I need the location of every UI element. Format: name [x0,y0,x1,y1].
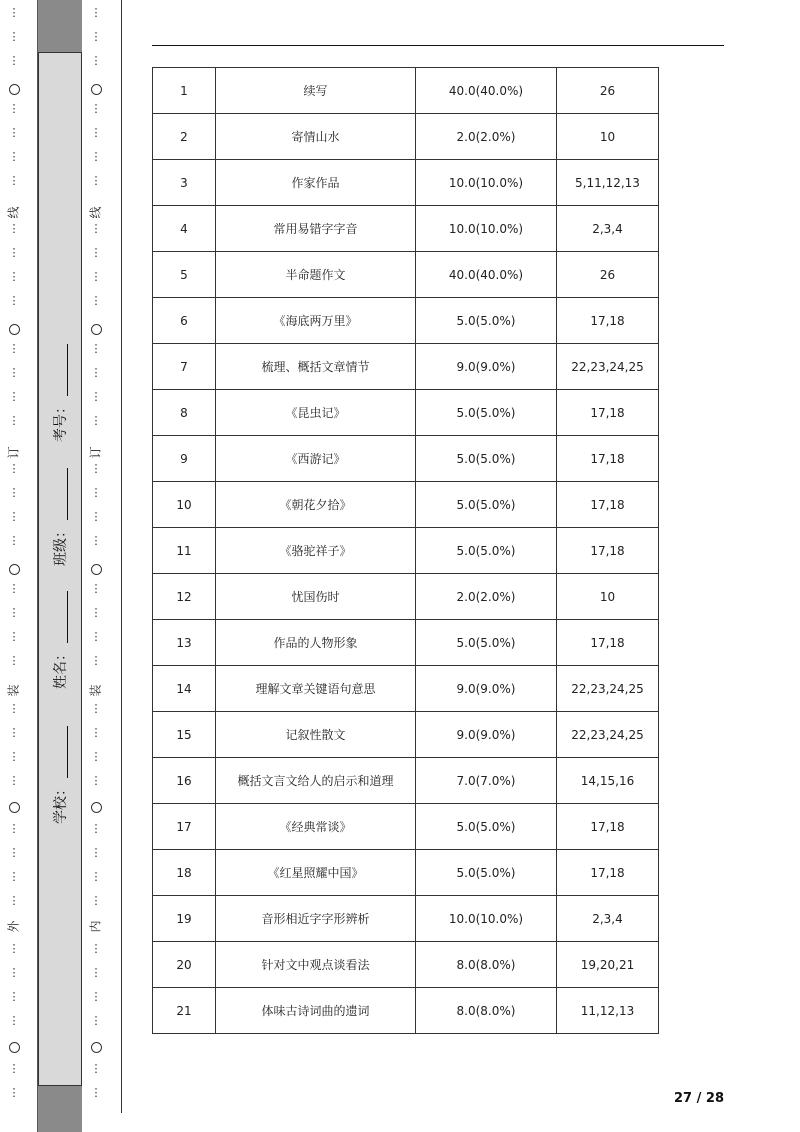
item-numbers-cell: 17,18 [557,436,659,482]
item-numbers-cell: 17,18 [557,850,659,896]
binding-dots: ⋮ [8,750,20,763]
binding-dots: ⋮ [8,702,20,715]
binding-hole-icon [91,1042,102,1053]
binding-dots: ⋮ [8,414,20,427]
row-number-cell: 3 [153,160,216,206]
knowledge-point-cell: 《骆驼祥子》 [216,528,416,574]
binding-dots: ⋮ [8,222,20,235]
item-numbers-cell: 22,23,24,25 [557,344,659,390]
knowledge-point-cell: 理解文章关键语句意思 [216,666,416,712]
binding-dots: ⋮ [8,30,20,43]
item-numbers-cell: 17,18 [557,390,659,436]
row-number-cell: 17 [153,804,216,850]
row-number-cell: 19 [153,896,216,942]
binding-dots: ⋮ [90,774,102,787]
binding-dots: ⋮ [8,246,20,259]
item-numbers-cell: 17,18 [557,298,659,344]
exam-number-label: 考号： [53,400,69,442]
item-numbers-cell: 17,18 [557,528,659,574]
binding-dots: ⋮ [8,1014,20,1027]
binding-dots: ⋮ [90,1014,102,1027]
binding-dots: ⋮ [8,990,20,1003]
table-row [153,298,659,344]
table-row [153,942,659,988]
rail-side-label: 外 [6,920,21,933]
table-row [153,436,659,482]
row-number-cell: 12 [153,574,216,620]
binding-dots: ⋮ [90,342,102,355]
binding-dots: ⋮ [90,894,102,907]
item-numbers-cell: 22,23,24,25 [557,712,659,758]
item-numbers-cell: 17,18 [557,482,659,528]
score-share-cell: 5.0(5.0%) [416,298,557,344]
binding-dots: ⋮ [8,54,20,67]
binding-dots: ⋮ [90,510,102,523]
binding-dots: ⋮ [90,1062,102,1075]
binding-dots: ⋮ [90,870,102,883]
score-share-cell: 40.0(40.0%) [416,252,557,298]
score-share-cell: 2.0(2.0%) [416,114,557,160]
score-share-cell: 9.0(9.0%) [416,666,557,712]
binding-dots: ⋮ [90,702,102,715]
knowledge-point-cell: 《海底两万里》 [216,298,416,344]
binding-dots: ⋮ [90,606,102,619]
binding-hole-icon [9,84,20,95]
table-row [153,206,659,252]
binding-dots: ⋮ [8,510,20,523]
knowledge-point-cell: 寄情山水 [216,114,416,160]
binding-dots: ⋮ [8,606,20,619]
binding-dots: ⋮ [8,654,20,667]
header-rule [152,45,724,46]
binding-dots: ⋮ [8,726,20,739]
item-numbers-cell: 26 [557,68,659,114]
score-share-cell: 7.0(7.0%) [416,758,557,804]
binding-dots: ⋮ [8,966,20,979]
binding-dots: ⋮ [90,990,102,1003]
knowledge-point-cell: 半命题作文 [216,252,416,298]
knowledge-point-cell: 《昆虫记》 [216,390,416,436]
table-row [153,390,659,436]
row-number-cell: 13 [153,620,216,666]
item-numbers-cell: 10 [557,114,659,160]
binding-dots: ⋮ [8,582,20,595]
row-number-cell: 20 [153,942,216,988]
outer-binding-rail [2,0,26,1132]
binding-dots: ⋮ [90,726,102,739]
binding-dots: ⋮ [90,390,102,403]
knowledge-point-cell: 体味古诗词曲的遗词 [216,988,416,1034]
binding-mark: 线 [6,206,21,219]
row-number-cell: 10 [153,482,216,528]
binding-dots: ⋮ [90,6,102,19]
knowledge-point-cell: 《经典常谈》 [216,804,416,850]
binding-dots: ⋮ [90,246,102,259]
table-row [153,482,659,528]
score-share-cell: 8.0(8.0%) [416,988,557,1034]
table-row [153,896,659,942]
table-row [153,68,659,114]
row-number-cell: 1 [153,68,216,114]
binding-dots: ⋮ [8,534,20,547]
binding-mark: 订 [88,446,103,459]
item-numbers-cell: 2,3,4 [557,896,659,942]
binding-mark: 订 [6,446,21,459]
name-field[interactable] [38,585,82,695]
binding-dots: ⋮ [8,150,20,163]
margin-top-block [38,0,82,52]
knowledge-point-cell: 概括文言文给人的启示和道理 [216,758,416,804]
item-numbers-cell: 19,20,21 [557,942,659,988]
class-underline [55,468,68,520]
item-numbers-cell: 17,18 [557,804,659,850]
score-share-cell: 40.0(40.0%) [416,68,557,114]
row-number-cell: 16 [153,758,216,804]
score-share-cell: 8.0(8.0%) [416,942,557,988]
knowledge-point-cell: 《朝花夕拾》 [216,482,416,528]
table-row [153,712,659,758]
score-share-cell: 9.0(9.0%) [416,712,557,758]
row-number-cell: 9 [153,436,216,482]
row-number-cell: 8 [153,390,216,436]
binding-dots: ⋮ [8,1062,20,1075]
table-row [153,252,659,298]
binding-dots: ⋮ [90,534,102,547]
binding-mark: 装 [88,684,103,697]
binding-dots: ⋮ [90,222,102,235]
knowledge-point-table [152,67,659,1034]
score-share-cell: 5.0(5.0%) [416,804,557,850]
margin-bottom-block [38,1086,82,1132]
binding-dots: ⋮ [8,294,20,307]
item-numbers-cell: 5,11,12,13 [557,160,659,206]
table-row [153,988,659,1034]
binding-hole-icon [91,802,102,813]
binding-dots: ⋮ [8,102,20,115]
row-number-cell: 14 [153,666,216,712]
item-numbers-cell: 14,15,16 [557,758,659,804]
binding-hole-icon [9,564,20,575]
knowledge-point-cell: 音形相近字字形辨析 [216,896,416,942]
binding-dots: ⋮ [90,174,102,187]
name-underline [55,591,68,643]
score-share-cell: 5.0(5.0%) [416,850,557,896]
knowledge-point-cell: 《红星照耀中国》 [216,850,416,896]
binding-hole-icon [91,324,102,335]
table-row [153,850,659,896]
binding-mark: 装 [6,684,21,697]
page-number: 27 / 28 [674,1091,724,1106]
binding-hole-icon [91,564,102,575]
binding-dots: ⋮ [8,846,20,859]
exam-number-field[interactable] [38,338,82,448]
score-share-cell: 5.0(5.0%) [416,620,557,666]
binding-dots: ⋮ [8,174,20,187]
table-row [153,758,659,804]
class-label: 班级： [53,524,69,566]
binding-dots: ⋮ [90,462,102,475]
binding-dots: ⋮ [90,102,102,115]
score-share-cell: 10.0(10.0%) [416,896,557,942]
row-number-cell: 2 [153,114,216,160]
binding-dots: ⋮ [8,126,20,139]
binding-dots: ⋮ [8,630,20,643]
score-share-cell: 5.0(5.0%) [416,528,557,574]
binding-dots: ⋮ [90,30,102,43]
table-row [153,620,659,666]
school-underline [55,726,68,778]
inner-binding-rail [84,0,108,1132]
binding-dots: ⋮ [8,462,20,475]
row-number-cell: 6 [153,298,216,344]
item-numbers-cell: 22,23,24,25 [557,666,659,712]
binding-dots: ⋮ [8,270,20,283]
binding-dots: ⋮ [90,654,102,667]
binding-dots: ⋮ [90,150,102,163]
binding-dots: ⋮ [8,390,20,403]
binding-dots: ⋮ [90,270,102,283]
binding-dots: ⋮ [8,6,20,19]
binding-dots: ⋮ [8,1086,20,1099]
binding-dots: ⋮ [90,846,102,859]
item-numbers-cell: 11,12,13 [557,988,659,1034]
table-row [153,160,659,206]
row-number-cell: 15 [153,712,216,758]
binding-dots: ⋮ [90,126,102,139]
binding-margin [0,0,124,1132]
row-number-cell: 21 [153,988,216,1034]
score-share-cell: 5.0(5.0%) [416,482,557,528]
binding-dots: ⋮ [90,630,102,643]
item-numbers-cell: 26 [557,252,659,298]
table-row [153,344,659,390]
knowledge-point-cell: 作品的人物形象 [216,620,416,666]
table-row [153,666,659,712]
row-number-cell: 18 [153,850,216,896]
row-number-cell: 11 [153,528,216,574]
knowledge-point-cell: 针对文中观点谈看法 [216,942,416,988]
binding-mark: 线 [88,206,103,219]
binding-dots: ⋮ [90,366,102,379]
binding-dots: ⋮ [90,54,102,67]
knowledge-point-cell: 《西游记》 [216,436,416,482]
score-share-cell: 9.0(9.0%) [416,344,557,390]
class-field[interactable] [38,462,82,572]
score-share-cell: 5.0(5.0%) [416,436,557,482]
binding-dots: ⋮ [90,414,102,427]
binding-dots: ⋮ [8,774,20,787]
binding-dots: ⋮ [90,966,102,979]
school-field[interactable] [38,720,82,830]
score-share-cell: 10.0(10.0%) [416,206,557,252]
binding-dots: ⋮ [90,582,102,595]
table-row [153,574,659,620]
table-row [153,114,659,160]
row-number-cell: 7 [153,344,216,390]
name-label: 姓名： [53,647,69,689]
binding-dots: ⋮ [90,822,102,835]
item-numbers-cell: 2,3,4 [557,206,659,252]
binding-dots: ⋮ [8,822,20,835]
binding-dots: ⋮ [8,366,20,379]
exam-number-underline [55,344,68,396]
binding-hole-icon [9,1042,20,1053]
binding-hole-icon [9,802,20,813]
item-numbers-cell: 10 [557,574,659,620]
rail-side-label: 内 [88,920,103,933]
score-share-cell: 2.0(2.0%) [416,574,557,620]
row-number-cell: 4 [153,206,216,252]
row-number-cell: 5 [153,252,216,298]
table-row [153,528,659,574]
binding-dots: ⋮ [8,870,20,883]
binding-dots: ⋮ [90,1086,102,1099]
score-share-cell: 5.0(5.0%) [416,390,557,436]
binding-dots: ⋮ [90,486,102,499]
score-share-cell: 10.0(10.0%) [416,160,557,206]
knowledge-point-cell: 常用易错字字音 [216,206,416,252]
binding-dots: ⋮ [8,894,20,907]
binding-dots: ⋮ [8,342,20,355]
knowledge-point-cell: 记叙性散文 [216,712,416,758]
binding-hole-icon [91,84,102,95]
knowledge-point-cell: 作家作品 [216,160,416,206]
item-numbers-cell: 17,18 [557,620,659,666]
table-row [153,804,659,850]
knowledge-point-cell: 续写 [216,68,416,114]
binding-dots: ⋮ [8,942,20,955]
school-label: 学校： [53,782,69,824]
binding-dots: ⋮ [90,942,102,955]
knowledge-point-cell: 梳理、概括文章情节 [216,344,416,390]
binding-dots: ⋮ [8,486,20,499]
binding-hole-icon [9,324,20,335]
binding-dots: ⋮ [90,294,102,307]
knowledge-point-cell: 忧国伤时 [216,574,416,620]
binding-dots: ⋮ [90,750,102,763]
